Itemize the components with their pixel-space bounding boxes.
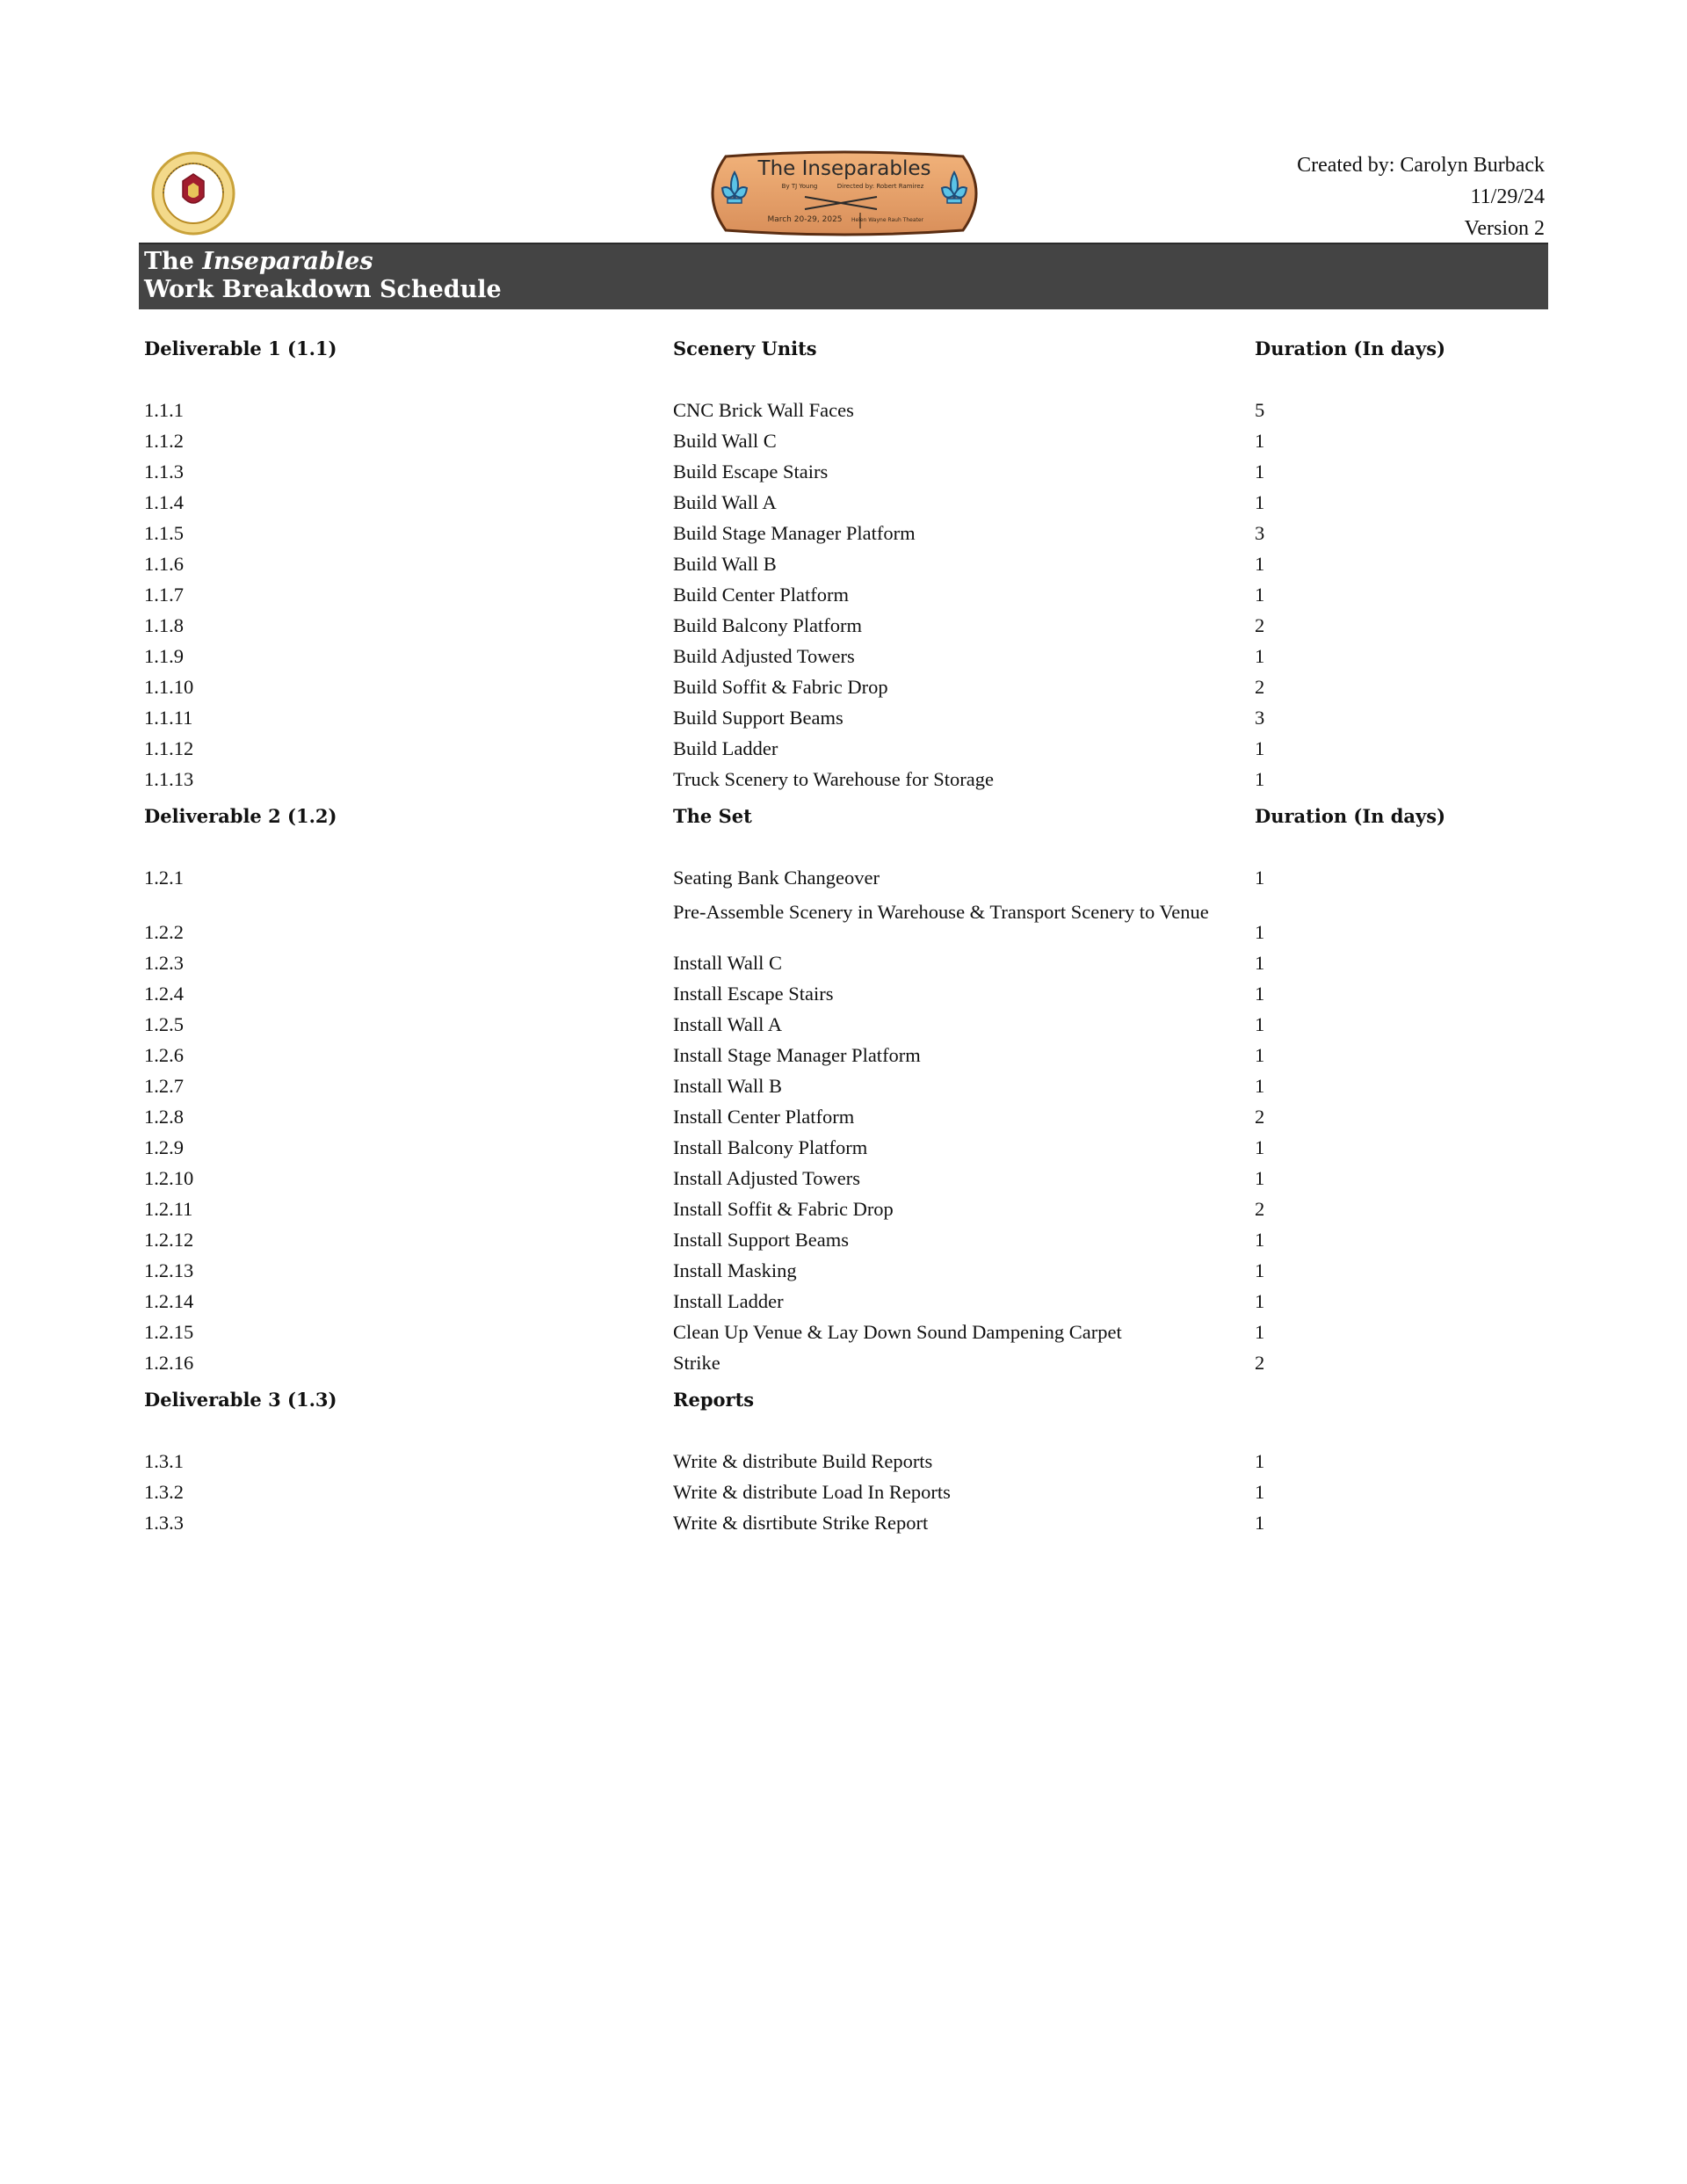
task-id: 1.1.3 [144, 461, 184, 483]
table-row [144, 1136, 1550, 1167]
section-name: Scenery Units [673, 337, 817, 359]
task-id: 1.1.9 [144, 645, 184, 667]
page-title [144, 248, 1543, 276]
task-duration: 1 [1255, 867, 1265, 889]
task-id: 1.2.1 [144, 867, 184, 889]
task-id: 1.1.6 [144, 553, 184, 575]
task-id: 1.2.6 [144, 1044, 184, 1066]
task-duration: 1 [1255, 1229, 1265, 1251]
task-name: Install Soffit & Fabric Drop [673, 1198, 894, 1220]
task-name: Write & disrtibute Strike Report [673, 1512, 929, 1534]
task-name: CNC Brick Wall Faces [673, 399, 854, 421]
task-id: 1.1.7 [144, 584, 184, 606]
task-id: 1.1.1 [144, 399, 184, 421]
task-id: 1.1.8 [144, 614, 184, 636]
section-header [144, 1389, 1550, 1419]
task-id: 1.2.7 [144, 1075, 184, 1097]
task-id: 1.2.10 [144, 1167, 194, 1189]
table-row [144, 1106, 1550, 1136]
show-logo-director: Directed by: Robert Ramirez [836, 183, 924, 190]
task-name: Build Ladder [673, 737, 778, 759]
task-id: 1.1.5 [144, 522, 184, 544]
task-duration: 1 [1255, 491, 1265, 513]
task-name: Build Support Beams [673, 707, 844, 729]
show-logo-venue: Helen Wayne Rauh Theater [851, 217, 924, 223]
table-row [144, 737, 1550, 768]
task-duration: 1 [1255, 1259, 1265, 1281]
table-row [144, 1512, 1550, 1542]
document-meta [1297, 149, 1545, 244]
task-name: Install Adjusted Towers [673, 1167, 860, 1189]
deliverable-label: Deliverable 2 (1.2) [144, 805, 337, 827]
table-row [144, 1044, 1550, 1075]
section-header [144, 337, 1550, 368]
title-bar [139, 243, 1548, 309]
task-name: Build Stage Manager Platform [673, 522, 916, 544]
table-row [144, 614, 1550, 645]
table-row [144, 584, 1550, 614]
task-name: Install Wall A [673, 1013, 783, 1035]
task-id: 1.2.13 [144, 1259, 194, 1281]
table-row [144, 553, 1550, 584]
task-duration: 1 [1255, 768, 1265, 790]
task-id: 1.1.13 [144, 768, 194, 790]
task-name: Install Stage Manager Platform [673, 1044, 921, 1066]
task-duration: 2 [1255, 1352, 1265, 1374]
task-name: Install Ladder [673, 1290, 784, 1312]
task-duration: 1 [1255, 461, 1265, 483]
task-duration: 2 [1255, 676, 1265, 698]
task-duration: 1 [1255, 1481, 1265, 1503]
task-name: Build Wall B [673, 553, 777, 575]
section-name: Reports [673, 1389, 755, 1411]
table-row [144, 399, 1550, 430]
duration-header: Duration (In days) [1255, 805, 1446, 827]
table-row [144, 1321, 1550, 1352]
version: Version 2 [1464, 217, 1545, 240]
table-row [144, 461, 1550, 491]
table-row [144, 768, 1550, 799]
task-id: 1.1.2 [144, 430, 184, 452]
task-name: Build Balcony Platform [673, 614, 862, 636]
duration-header: Duration (In days) [1255, 337, 1446, 359]
task-id: 1.3.1 [144, 1450, 184, 1472]
task-id: 1.2.12 [144, 1229, 194, 1251]
deliverable-label: Deliverable 3 (1.3) [144, 1389, 337, 1411]
task-id: 1.2.8 [144, 1106, 184, 1128]
cmu-seal-logo [151, 151, 235, 236]
section-header [144, 805, 1550, 836]
task-id: 1.2.2 [144, 921, 184, 943]
task-name: Write & distribute Build Reports [673, 1450, 933, 1472]
table-row [144, 1450, 1550, 1481]
table-row [144, 1352, 1550, 1382]
task-name: Build Wall A [673, 491, 777, 513]
task-name: Build Wall C [673, 430, 777, 452]
task-id: 1.3.2 [144, 1481, 184, 1503]
deliverable-label: Deliverable 1 (1.1) [144, 337, 337, 359]
table-row [144, 491, 1550, 522]
table-row [144, 901, 1550, 952]
task-name: Write & distribute Load In Reports [673, 1481, 951, 1503]
task-name: Build Soffit & Fabric Drop [673, 676, 888, 698]
show-logo-dates: March 20-29, 2025 [767, 215, 843, 224]
task-duration: 1 [1255, 553, 1265, 575]
task-duration: 1 [1255, 1044, 1265, 1066]
task-duration: 1 [1255, 645, 1265, 667]
task-duration: 1 [1255, 584, 1265, 606]
task-id: 1.2.14 [144, 1290, 194, 1312]
page-subtitle: Work Breakdown Schedule [144, 276, 502, 303]
task-duration: 1 [1255, 952, 1265, 974]
title-the: The [144, 248, 194, 275]
task-duration: 1 [1255, 1075, 1265, 1097]
task-name: Seating Bank Changeover [673, 867, 880, 889]
task-name: Clean Up Venue & Lay Down Sound Dampening Carpet [673, 1321, 1122, 1343]
table-row [144, 1290, 1550, 1321]
task-name: Truck Scenery to Warehouse for Storage [673, 768, 994, 790]
show-logo [692, 149, 996, 237]
task-id: 1.1.4 [144, 491, 184, 513]
table-row [144, 1229, 1550, 1259]
task-duration: 1 [1255, 983, 1265, 1005]
task-name: Build Adjusted Towers [673, 645, 855, 667]
table-row [144, 707, 1550, 737]
show-logo-byline: By TJ Young [781, 183, 818, 190]
show-logo-title: The Inseparables [757, 157, 931, 180]
task-duration: 1 [1255, 1512, 1265, 1534]
task-duration: 2 [1255, 1198, 1265, 1220]
task-duration: 1 [1255, 737, 1265, 759]
task-name: Install Masking [673, 1259, 797, 1281]
task-id: 1.1.10 [144, 676, 194, 698]
task-duration: 1 [1255, 1136, 1265, 1158]
task-duration: 1 [1255, 1450, 1265, 1472]
task-id: 1.2.9 [144, 1136, 184, 1158]
task-id: 1.2.15 [144, 1321, 194, 1343]
task-name: Install Wall B [673, 1075, 783, 1097]
task-duration: 1 [1255, 1321, 1265, 1343]
task-id: 1.2.16 [144, 1352, 194, 1374]
table-row [144, 1075, 1550, 1106]
task-id: 1.2.11 [144, 1198, 193, 1220]
task-duration: 1 [1255, 1167, 1265, 1189]
task-name: Install Wall C [673, 952, 783, 974]
created-date: 11/29/24 [1470, 185, 1545, 208]
task-duration: 1 [1255, 1013, 1265, 1035]
task-name: Pre-Assemble Scenery in Warehouse & Transport Scenery to Venue [673, 901, 1209, 923]
table-row [144, 983, 1550, 1013]
section-name: The Set [673, 805, 752, 827]
table-row [144, 522, 1550, 553]
task-id: 1.2.3 [144, 952, 184, 974]
table-row [144, 1013, 1550, 1044]
task-id: 1.1.11 [144, 707, 193, 729]
task-name: Install Center Platform [673, 1106, 855, 1128]
title-show: Inseparables [202, 248, 373, 275]
table-row [144, 952, 1550, 983]
table-row [144, 1198, 1550, 1229]
table-row [144, 1259, 1550, 1290]
task-id: 1.2.5 [144, 1013, 184, 1035]
table-row [144, 430, 1550, 461]
table-row [144, 867, 1550, 897]
task-name: Install Balcony Platform [673, 1136, 868, 1158]
task-name: Strike [673, 1352, 720, 1374]
task-duration: 3 [1255, 707, 1265, 729]
task-id: 1.3.3 [144, 1512, 184, 1534]
task-duration: 2 [1255, 614, 1265, 636]
task-duration: 2 [1255, 1106, 1265, 1128]
task-name: Build Center Platform [673, 584, 849, 606]
task-name: Install Escape Stairs [673, 983, 834, 1005]
task-name: Install Support Beams [673, 1229, 849, 1251]
table-row [144, 1167, 1550, 1198]
task-duration: 3 [1255, 522, 1265, 544]
table-row [144, 676, 1550, 707]
task-duration: 1 [1255, 1290, 1265, 1312]
task-id: 1.2.4 [144, 983, 184, 1005]
task-name: Build Escape Stairs [673, 461, 829, 483]
created-by: Created by: Carolyn Burback [1297, 154, 1545, 177]
task-id: 1.1.12 [144, 737, 194, 759]
task-duration: 5 [1255, 399, 1265, 421]
task-duration: 1 [1255, 921, 1265, 943]
table-row [144, 1481, 1550, 1512]
task-duration: 1 [1255, 430, 1265, 452]
table-row [144, 645, 1550, 676]
